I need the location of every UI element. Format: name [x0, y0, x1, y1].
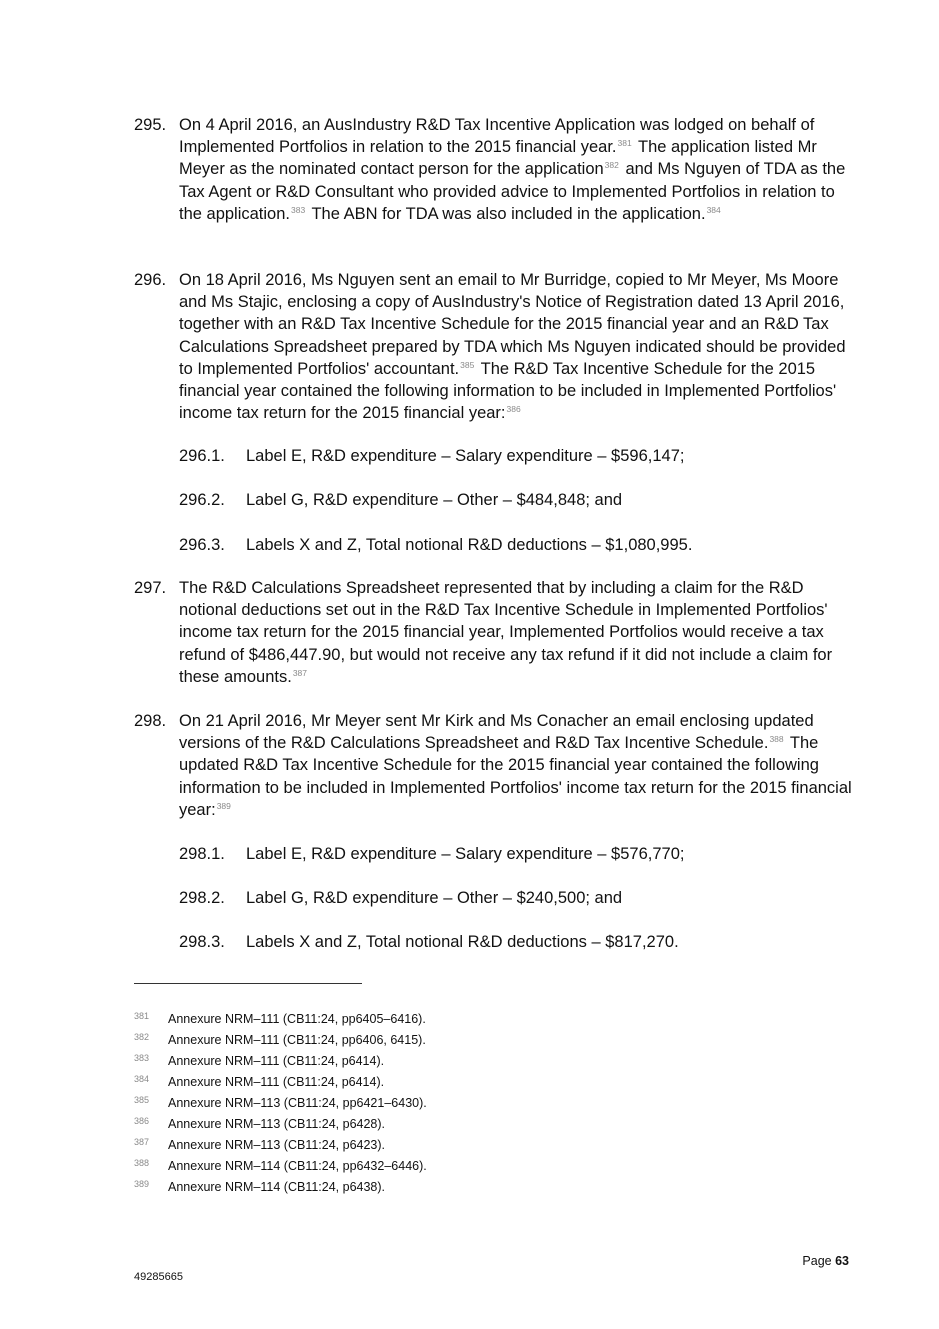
footnote-item: [134, 1153, 427, 1174]
subparagraph-number: 298.1.: [179, 845, 225, 863]
footnote-item: [134, 1048, 427, 1069]
paragraph-number: 297.: [134, 579, 167, 597]
footnote-text: Annexure NRM–113 (CB11:24, pp6421–6430).: [168, 1096, 427, 1110]
footnote-text: Annexure NRM–113 (CB11:24, p6423).: [168, 1138, 386, 1152]
footnotes: [134, 1006, 427, 1195]
footnote-ref[interactable]: 387: [292, 667, 308, 678]
footnote-text: Annexure NRM–111 (CB11:24, p6414).: [168, 1075, 385, 1089]
subparagraph-number: 298.3.: [179, 933, 225, 951]
paragraph-number: 295.: [134, 116, 167, 134]
page-number: [802, 1254, 849, 1268]
paragraph-body: [179, 114, 854, 225]
subparagraph-298-1: [179, 843, 859, 865]
page-label: Page: [802, 1254, 836, 1268]
paragraph-295: [134, 114, 854, 225]
paragraph-298: [134, 710, 854, 821]
footnote-text: Annexure NRM–111 (CB11:24, pp6406, 6415).: [168, 1033, 426, 1047]
subparagraph-text: Labels X and Z, Total notional R&D deductions – $817,270.: [246, 933, 679, 951]
paragraph-body: [179, 577, 854, 688]
footnote-text: Annexure NRM–114 (CB11:24, pp6432–6446).: [168, 1159, 427, 1173]
footnote-item: [134, 1132, 427, 1153]
subparagraph-number: 296.2.: [179, 491, 225, 509]
footnote-item: [134, 1069, 427, 1090]
paragraph-text: and Ms Nguyen of TDA as the Tax Agent or R&D Consultant who provided advice to Implemented Portfolios in relation to the application.: [179, 160, 846, 223]
footnote-text: Annexure NRM–114 (CB11:24, p6438).: [168, 1180, 386, 1194]
footnote-item: [134, 1006, 427, 1027]
footnote-number: 385: [134, 1095, 150, 1105]
paragraph-body: [179, 710, 854, 821]
footnote-number: 382: [134, 1032, 150, 1042]
footnote-ref[interactable]: 383: [291, 204, 306, 215]
subparagraph-text: Label E, R&D expenditure – Salary expenditure – $576,770;: [246, 845, 685, 863]
footnote-number: 383: [134, 1053, 150, 1063]
footnote-number: 387: [134, 1137, 150, 1147]
footnote-number: 386: [134, 1116, 150, 1126]
subparagraph-298-2: [179, 887, 859, 909]
paragraph-text: The application listed Mr Meyer as the nominated contact person for the application: [179, 138, 817, 179]
footnote-ref[interactable]: 389: [216, 800, 231, 811]
footnote-ref[interactable]: 385: [460, 359, 475, 370]
footnote-number: 388: [134, 1158, 150, 1168]
footnote-ref[interactable]: 388: [769, 734, 784, 745]
subparagraph-text: Label G, R&D expenditure – Other – $240,500; and: [246, 889, 623, 907]
footnote-ref[interactable]: 384: [706, 204, 721, 215]
paragraph-296: [134, 269, 854, 424]
document-id: 49285665: [134, 1271, 183, 1283]
footnote-text: Annexure NRM–111 (CB11:24, p6414).: [168, 1054, 385, 1068]
subparagraph-number: 296.3.: [179, 536, 225, 554]
footnote-ref[interactable]: 386: [506, 404, 521, 415]
paragraph-number: 296.: [134, 271, 167, 289]
footnote-ref[interactable]: 381: [617, 138, 632, 149]
paragraph-text: The R&D Calculations Spreadsheet represented that by including a claim for the R&D notional deductions set out in the R&D Tax Incentive Schedule in Implemented Portfolios' income tax return for the 2015 financial year, Implemented Portfolios would receive a tax refund of $486,447.90, but would not receive any tax refund if it did not include a claim for these amounts.: [179, 579, 833, 686]
subparagraph-296-2: [179, 489, 859, 511]
subparagraph-298-3: [179, 931, 859, 953]
paragraph-text: The ABN for TDA was also included in the application.: [307, 204, 706, 223]
footnote-number: 389: [134, 1179, 150, 1189]
subparagraph-296-1: [179, 445, 859, 467]
paragraph-text: On 4 April 2016, an AusIndustry R&D Tax Incentive Application was lodged on behalf of Implemented Portfolios in relation to the 2015 financial year.: [179, 116, 815, 157]
paragraph-text: The updated R&D Tax Incentive Schedule for the 2015 financial year contained the following information to be included in Implemented Portfolios' income tax return for the 2015 financial year:: [179, 734, 852, 819]
paragraph-text: The R&D Tax Incentive Schedule for the 2015 financial year contained the following information to be included in Implemented Portfolios' income tax return for the 2015 financial year:: [179, 359, 837, 423]
subparagraph-text: Labels X and Z, Total notional R&D deductions – $1,080,995.: [246, 536, 693, 554]
footnote-separator: [134, 983, 362, 984]
footnote-text: Annexure NRM–111 (CB11:24, pp6405–6416).: [168, 1012, 426, 1026]
paragraph-body: [179, 269, 854, 424]
footnote-item: [134, 1027, 427, 1048]
paragraph-297: [134, 577, 854, 688]
footnote-text: Annexure NRM–113 (CB11:24, p6428).: [168, 1117, 386, 1131]
footnote-ref[interactable]: 382: [604, 160, 619, 171]
paragraph-text: On 18 April 2016, Ms Nguyen sent an email to Mr Burridge, copied to Mr Meyer, Ms Moore and Ms Stajic, enclosing a copy of AusIndustry's Notice of Registration dated 13 April 2016, together with an R&D Tax Incentive Schedule for the 2015 financial year and an R&D Tax Calculations Spreadsheet prepared by TDA which Ms Nguyen indicated should be provided to Implemented Portfolios' accountant.: [179, 271, 846, 378]
paragraph-text: On 21 April 2016, Mr Meyer sent Mr Kirk and Ms Conacher an email enclosing updated versions of the R&D Calculations Spreadsheet and R&D Tax Incentive Schedule.: [179, 712, 814, 753]
paragraph-number: 298.: [134, 712, 167, 730]
footnote-item: [134, 1090, 427, 1111]
footnote-number: 381: [134, 1011, 150, 1021]
page-number-value: 63: [835, 1254, 849, 1268]
subparagraph-number: 296.1.: [179, 447, 225, 465]
footnote-number: 384: [134, 1074, 150, 1084]
subparagraph-number: 298.2.: [179, 889, 225, 907]
subparagraph-text: Label G, R&D expenditure – Other – $484,848; and: [246, 491, 623, 509]
subparagraph-296-3: [179, 534, 859, 556]
subparagraph-text: Label E, R&D expenditure – Salary expenditure – $596,147;: [246, 447, 685, 465]
footnote-item: [134, 1111, 427, 1132]
footnote-item: [134, 1174, 427, 1195]
